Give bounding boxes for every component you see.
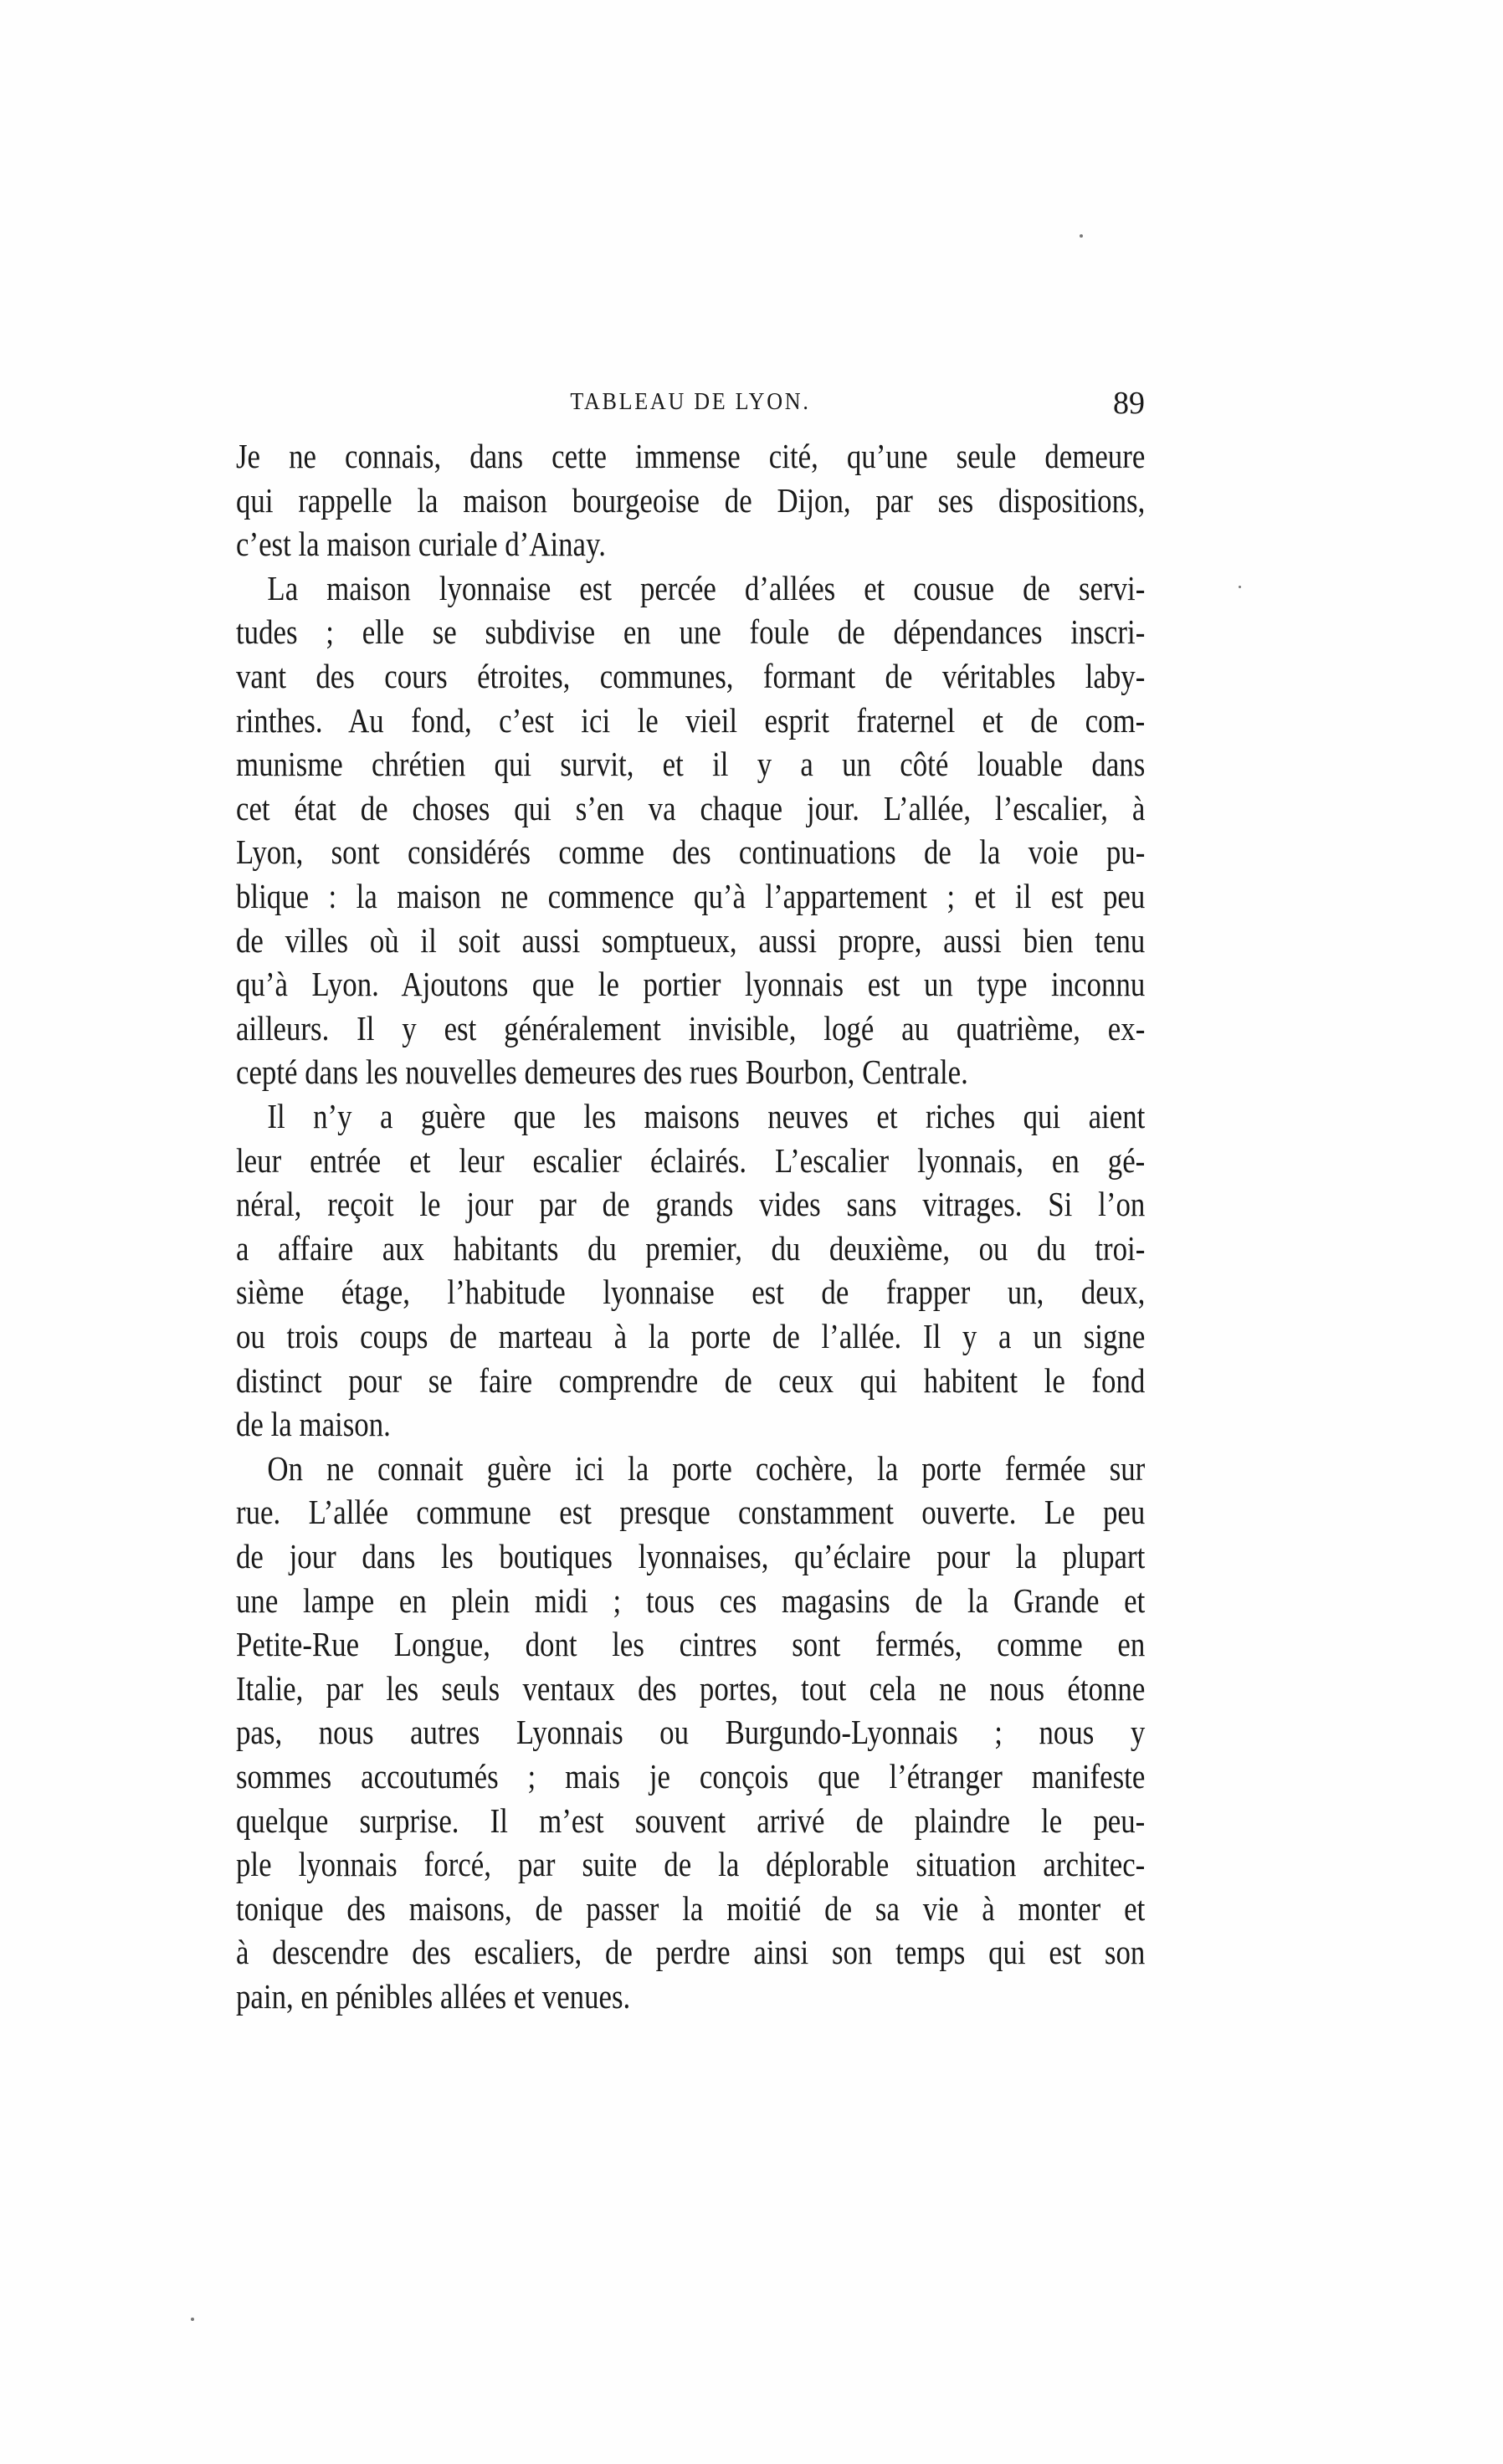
text-line: a affaire aux habitants du premier, du deuxième, ou du troi- (236, 1228, 1146, 1268)
text-line: Je ne connais, dans cette immense cité, qu’une seule demeure (236, 437, 1146, 475)
text-line: leur entrée et leur escalier éclairés. L’escalier lyonnais, en gé- (236, 1140, 1146, 1180)
text-line: On ne connait guère ici la porte cochère, la porte fermée sur (267, 1448, 1146, 1488)
running-head (236, 385, 1145, 422)
text-line: Lyon, sont considérés comme des continuations de la voie pu- (236, 832, 1146, 872)
text-line: à descendre des escaliers, de perdre ainsi son temps qui est son (236, 1933, 1146, 1972)
text-line: rinthes. Au fond, c’est ici le vieil esprit fraternel et de com- (236, 700, 1146, 740)
text-line: pas, nous autres Lyonnais ou Burgundo-Lyonnais ; nous y (236, 1713, 1146, 1752)
text-line: distinct pour se faire comprendre de ceux qui habitent le fond (236, 1360, 1146, 1400)
text-line: cet état de choses qui s’en va chaque jour. L’allée, l’escalier, à (236, 788, 1146, 827)
text-line: ou trois coups de marteau à la porte de l’allée. Il y a un signe (236, 1317, 1146, 1355)
text-line: vant des cours étroites, communes, formant de véritables laby- (236, 657, 1146, 695)
text-line: La maison lyonnaise est percée d’allées et cousue de servi- (267, 568, 1146, 607)
text-line: néral, reçoit le jour par de grands vides sans vitrages. Si l’on (236, 1185, 1146, 1224)
text-line: Italie, par les seuls ventaux des portes, tout cela ne nous étonne (236, 1668, 1146, 1708)
text-line: blique : la maison ne commence qu’à l’appartement ; et il est peu (236, 877, 1146, 915)
text-line: sommes accoutumés ; mais je conçois que l’étranger manifeste (236, 1757, 1146, 1795)
scan-speck (191, 2318, 194, 2321)
text-line: tonique des maisons, de passer la moitié de sa vie à monter et (236, 1888, 1146, 1928)
text-line: de villes où il soit aussi somptueux, aussi propre, aussi bien tenu (236, 920, 1146, 960)
scan-speck (1239, 586, 1241, 588)
text-line: ailleurs. Il y est généralement invisible, logé au quatrième, ex- (236, 1008, 1146, 1048)
text-line: cepté dans les nouvelles demeures des rues Bourbon, Centrale. (236, 1053, 968, 1092)
running-head-title: TABLEAU DE LYON. (570, 388, 811, 415)
text-line: rue. L’allée commune est presque constamment ouverte. Le peu (236, 1493, 1146, 1532)
text-line: de jour dans les boutiques lyonnaises, qu’éclaire pour la plupart (236, 1537, 1146, 1575)
text-line: pain, en pénibles allées et venues. (236, 1977, 631, 2016)
text-line: Il n’y a guère que les maisons neuves et riches qui aient (267, 1097, 1146, 1135)
text-line: c’est la maison curiale d’Ainay. (236, 525, 606, 564)
text-line: ple lyonnais forcé, par suite de la déplorable situation architec- (236, 1845, 1146, 1884)
text-line: une lampe en plein midi ; tous ces magasins de la Grande et (236, 1580, 1146, 1620)
text-line: qu’à Lyon. Ajoutons que le portier lyonnais est un type inconnu (236, 965, 1146, 1004)
text-line: munisme chrétien qui survit, et il y a un côté louable dans (236, 745, 1146, 784)
page-number: 89 (1113, 386, 1145, 421)
text-line: tudes ; elle se subdivise en une foule de dépendances inscri- (236, 612, 1146, 652)
text-line: de la maison. (236, 1405, 391, 1444)
text-line: Petite-Rue Longue, dont les cintres sont fermés, comme en (236, 1625, 1146, 1664)
scan-speck (1080, 234, 1083, 238)
text-line: quelque surprise. Il m’est souvent arrivé de plaindre le peu- (236, 1801, 1146, 1840)
text-line: qui rappelle la maison bourgeoise de Dijon, par ses dispositions, (236, 480, 1146, 520)
text-line: sième étage, l’habitude lyonnaise est de frapper un, deux, (236, 1273, 1146, 1312)
